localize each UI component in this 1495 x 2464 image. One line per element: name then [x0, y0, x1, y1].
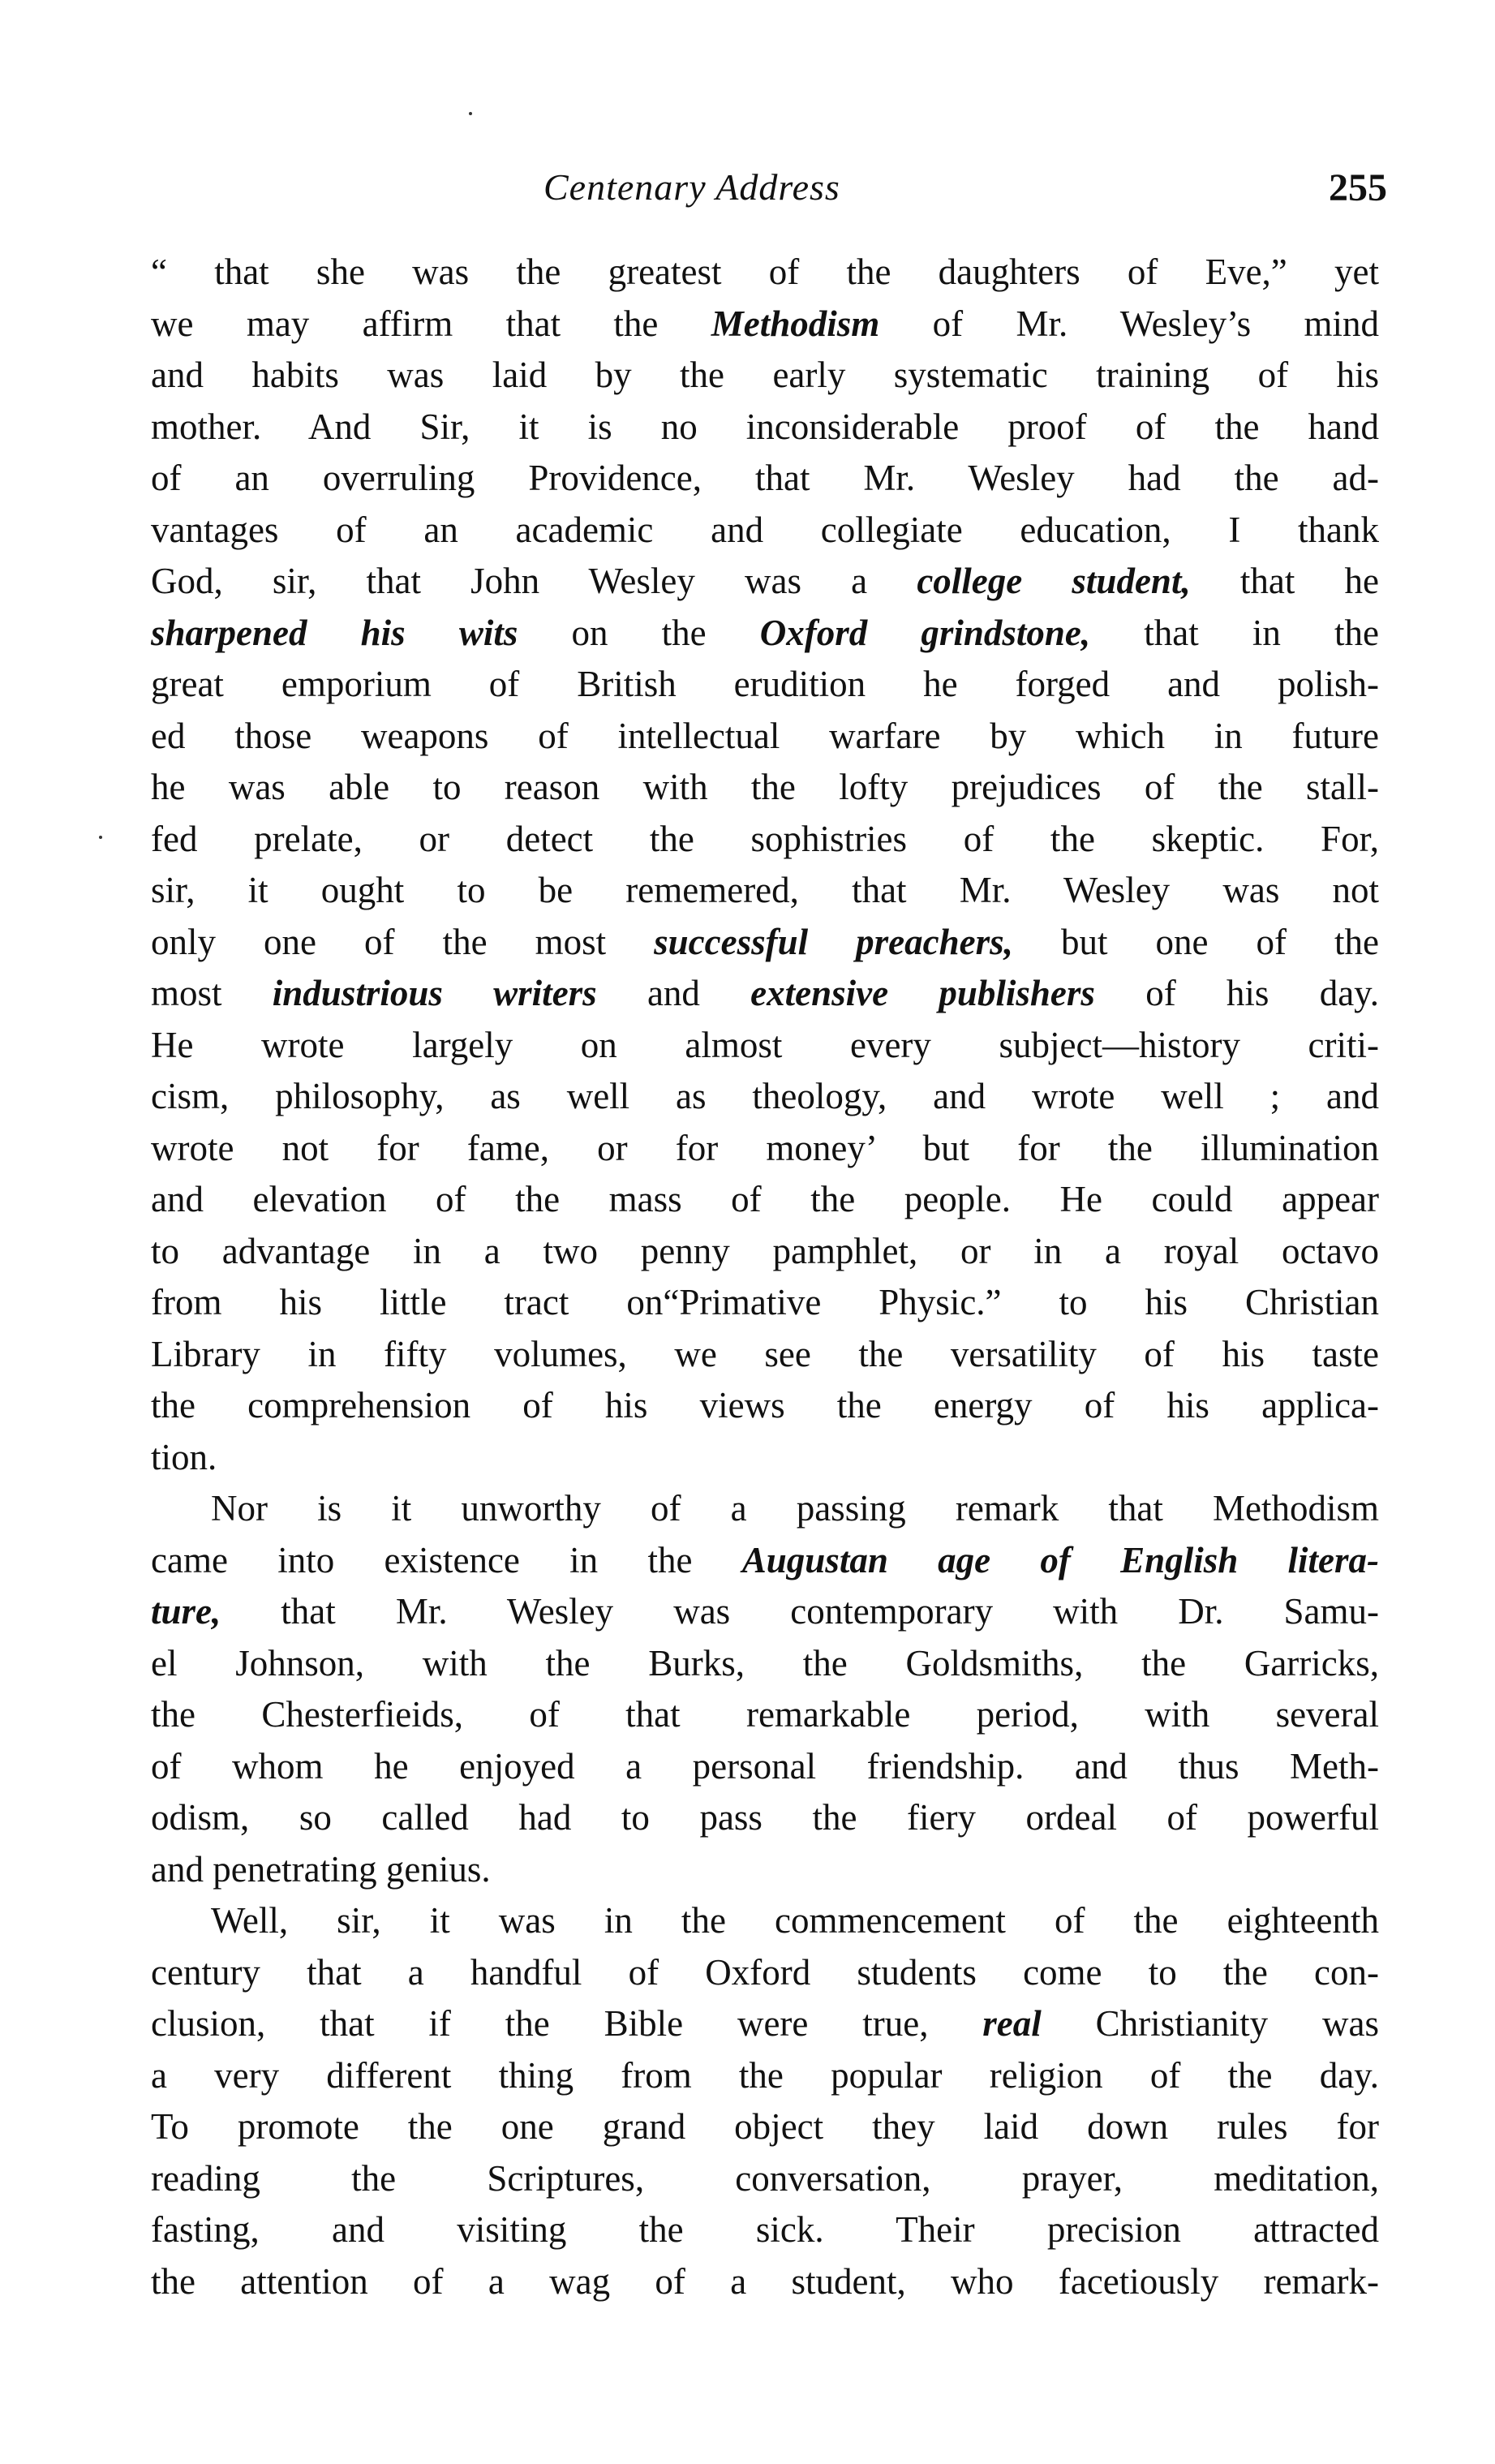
body-text: [151, 247, 1379, 2307]
text-line: sir, it ought to be rememered, that Mr. Wesley was not: [151, 870, 1379, 910]
italic-segment: real: [982, 2003, 1042, 2044]
text-segment: only one of the most: [151, 921, 655, 962]
text-line: mother. And Sir, it is no inconsiderable proof of the hand: [151, 406, 1379, 447]
text-line: century that a handful of Oxford students come to the con-: [151, 1951, 1379, 1993]
italic-segment: Augustan age of English litera-: [741, 1539, 1379, 1580]
text-line: [151, 1998, 1379, 2050]
italic-segment: extensive publishers: [750, 973, 1095, 1013]
text-line: odism, so called had to pass the fiery ordeal of powerful: [151, 1797, 1379, 1838]
text-segment: but one of the: [1012, 921, 1379, 962]
text-line: the Chesterfieids, of that remarkable period, with several: [151, 1694, 1379, 1735]
text-line: [151, 1586, 1379, 1638]
text-segment: of Mr. Wesley’s mind: [879, 303, 1379, 344]
text-segment: on the: [518, 612, 760, 653]
text-segment: that Mr. Wesley was contemporary with Dr. Samu-: [221, 1591, 1379, 1632]
text-line: [151, 299, 1379, 350]
italic-segment: industrious writers: [272, 973, 597, 1013]
text-segment: and: [596, 973, 751, 1013]
page-header: [154, 166, 1387, 222]
text-segment: came into existence in the: [151, 1539, 742, 1580]
text-line: [151, 968, 1379, 1020]
italic-segment: Methodism: [711, 303, 880, 344]
text-line: of an overruling Providence, that Mr. Wesley had the ad-: [151, 458, 1379, 498]
text-line: Library in fifty volumes, we see the versatility of his taste: [151, 1333, 1379, 1374]
italic-segment: successful preachers,: [654, 921, 1013, 962]
text-line: the attention of a wag of a student, who facetiously remark-: [151, 2260, 1379, 2302]
text-line: reading the Scriptures, conversation, prayer, meditation,: [151, 2157, 1379, 2199]
text-line: and habits was laid by the early systematic training of his: [151, 355, 1379, 395]
text-line: fed prelate, or detect the sophistries of the skeptic. For,: [151, 818, 1379, 859]
text-line: and penetrating genius.: [151, 1848, 491, 1890]
text-line: he was able to reason with the lofty prejudices of the stall-: [151, 767, 1379, 807]
text-segment: Christianity was: [1041, 2003, 1379, 2044]
text-segment: clusion, that if the Bible were true,: [151, 2003, 983, 2044]
running-title: Centenary Address: [543, 166, 840, 208]
italic-segment: ture,: [151, 1591, 221, 1632]
italic-segment: Oxford grindstone,: [759, 612, 1091, 653]
text-line: and elevation of the mass of the people. He could appear: [151, 1179, 1379, 1219]
text-line: [151, 608, 1379, 660]
text-line: “ that she was the greatest of the daughters of Eve,” yet: [151, 252, 1379, 292]
text-line: fasting, and visiting the sick. Their precision attracted: [151, 2209, 1379, 2250]
text-line: To promote the one grand object they laid down rules for: [151, 2106, 1379, 2147]
text-segment: of his day.: [1094, 973, 1379, 1013]
text-segment: most: [151, 973, 273, 1013]
text-line: tion.: [151, 1436, 217, 1477]
text-line: great emporium of British erudition he forged and polish-: [151, 664, 1379, 704]
text-line: of whom he enjoyed a personal friendship. and thus Meth-: [151, 1745, 1379, 1787]
text-line: Nor is it unworthy of a passing remark that Methodism: [211, 1488, 1379, 1529]
text-line: a very different thing from the popular religion of the day.: [151, 2054, 1379, 2096]
text-line: cism, philosophy, as well as theology, and wrote well ; and: [151, 1076, 1379, 1116]
text-line: [151, 1535, 1379, 1587]
text-line: [151, 917, 1379, 969]
text-segment: that in the: [1090, 612, 1379, 653]
italic-segment: college student,: [917, 561, 1191, 601]
text-line: He wrote largely on almost every subject—history criti-: [151, 1024, 1379, 1065]
text-segment: we may affirm that the: [151, 303, 711, 344]
page-number: 255: [1329, 166, 1387, 209]
text-line: [151, 556, 1379, 608]
text-segment: that he: [1190, 561, 1379, 601]
text-line: Well, sir, it was in the commencement of the eighteenth: [211, 1900, 1379, 1941]
text-line: ed those weapons of intellectual warfare by which in future: [151, 715, 1379, 756]
italic-segment: sharpened his wits: [151, 612, 518, 653]
text-line: el Johnson, with the Burks, the Goldsmiths, the Garricks,: [151, 1642, 1379, 1684]
paper-speck: [469, 112, 472, 115]
text-line: to advantage in a two penny pamphlet, or in a royal octavo: [151, 1230, 1379, 1271]
text-segment: God, sir, that John Wesley was a: [151, 561, 917, 601]
text-line: vantages of an academic and collegiate education, I thank: [151, 509, 1379, 550]
paper-speck: [99, 836, 102, 839]
text-line: wrote not for fame, or for money’ but for the illumination: [151, 1127, 1379, 1168]
text-line: from his little tract on“Primative Physic.” to his Christian: [151, 1282, 1379, 1322]
text-line: the comprehension of his views the energy of his applica-: [151, 1385, 1379, 1426]
